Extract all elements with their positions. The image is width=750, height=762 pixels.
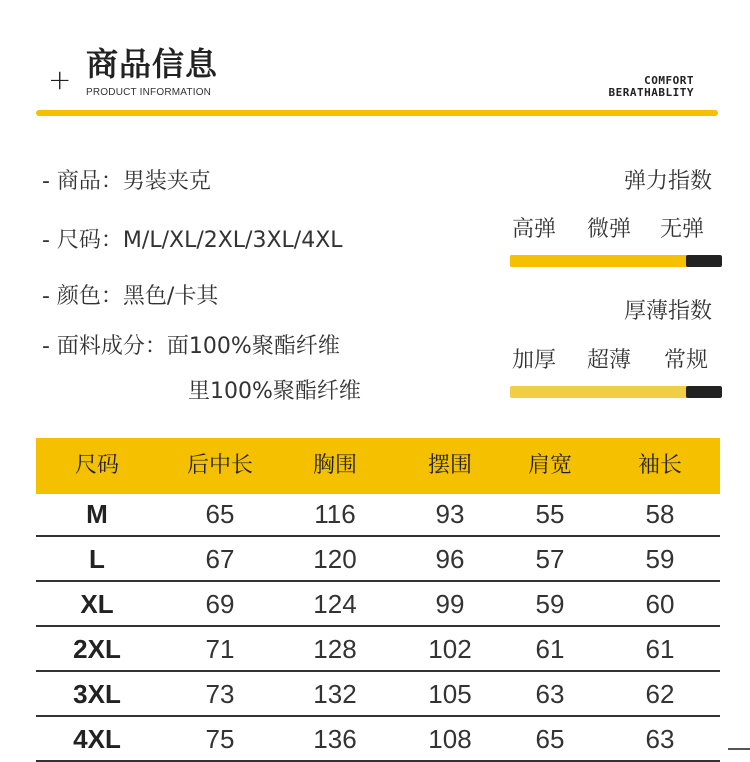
info-fabric-inner: 里100%聚酯纤维 [188,379,361,404]
thickness-meter-marker [686,386,722,398]
table-cell: 69 [205,589,235,619]
info-fabric: - 面料成分：面100%聚酯纤维 [42,334,340,359]
table-cell: 58 [645,499,675,529]
table-cell: 55 [535,499,565,529]
elasticity-label-none: 无弹 [660,217,705,242]
thickness-label-normal: 常规 [664,348,709,373]
table-cell: 59 [535,589,565,619]
table-cell: 60 [645,589,675,619]
table-cell: 120 [313,544,357,574]
table-cell: 99 [435,589,465,619]
elasticity-meter [510,255,722,267]
info-size: - 尺码：M/L/XL/2XL/3XL/4XL [42,228,343,253]
thickness-label-thick: 加厚 [512,348,557,373]
page-subtitle: PRODUCT INFORMATION [86,87,212,98]
table-cell-size: 2XL [73,634,121,664]
elasticity-title: 弹力指数 [623,169,712,194]
table-cell: 62 [645,679,675,709]
thickness-label-thin: 超薄 [587,348,632,373]
table-cell: 124 [313,589,357,619]
header-divider [36,110,718,116]
table-cell: 116 [314,499,356,529]
table-cell: 65 [535,724,565,754]
table-row-divider [36,670,720,672]
table-cell: 93 [435,499,465,529]
table-cell: 73 [205,679,235,709]
table-cell-size: L [89,544,105,574]
col-header-sleeve: 袖长 [637,453,682,478]
table-cell: 105 [428,679,472,709]
table-cell-size: XL [80,589,114,619]
table-row-divider [36,580,720,582]
table-cell-size: 4XL [73,724,121,754]
info-color: - 颜色：黑色/卡其 [42,284,219,309]
table-cell: 102 [428,634,472,664]
table-cell: 128 [313,634,357,664]
thickness-meter-fill [510,386,686,398]
table-cell-size: 3XL [73,679,121,709]
table-cell: 63 [645,724,675,754]
table-cell: 65 [205,499,235,529]
table-cell: 67 [205,544,235,574]
thickness-title: 厚薄指数 [623,299,712,324]
thickness-meter [510,386,722,398]
info-product: - 商品：男装夹克 [42,169,211,194]
col-header-hem: 摆围 [427,453,472,478]
table-cell: 63 [535,679,565,709]
table-cell: 57 [535,544,565,574]
col-header-chest: 胸围 [312,453,357,478]
table-cell: 75 [205,724,235,754]
table-cell: 71 [205,634,235,664]
page-title: 商品信息 [86,45,219,83]
plus-icon: + [48,63,72,96]
col-header-size: 尺码 [74,453,119,478]
table-cell: 108 [428,724,472,754]
tag-line-2: BERATHABLITY [608,86,694,99]
col-header-back-length: 后中长 [186,453,253,478]
table-cell: 61 [535,634,565,664]
table-cell: 136 [313,724,357,754]
col-header-shoulder: 肩宽 [527,453,572,478]
table-cell: 132 [313,679,357,709]
tag-line-1: COMFORT [644,74,694,87]
elasticity-label-mid: 微弹 [587,217,632,242]
table-cell: 61 [645,634,675,664]
table-cell: 59 [645,544,675,574]
elasticity-meter-marker [686,255,722,267]
table-row-divider [36,715,720,717]
table-cell: 96 [435,544,465,574]
elasticity-meter-fill [510,255,686,267]
table-cell-size: M [86,499,108,529]
corner-mark [728,748,750,750]
elasticity-label-high: 高弹 [512,217,557,242]
comfort-tag [609,75,694,99]
table-row-divider [36,535,720,537]
table-row-divider [36,625,720,627]
